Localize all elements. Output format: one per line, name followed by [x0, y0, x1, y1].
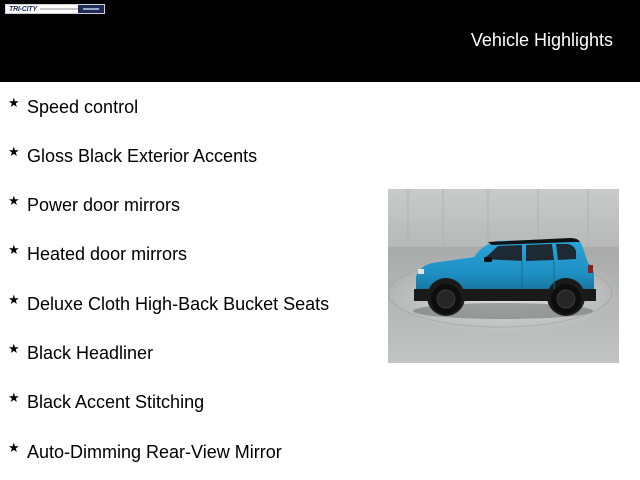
star-icon: ★ — [8, 390, 20, 406]
list-item — [8, 291, 329, 317]
star-icon: ★ — [8, 193, 20, 209]
header-bar — [0, 0, 640, 82]
dealer-logo[interactable] — [5, 4, 105, 14]
feature-label: Black Headliner — [27, 342, 154, 363]
star-icon: ★ — [8, 292, 20, 308]
list-item — [8, 241, 187, 267]
feature-label: Gloss Black Exterior Accents — [27, 145, 258, 166]
logo-phone-badge — [78, 5, 104, 13]
vehicle-photo[interactable] — [388, 189, 619, 363]
feature-label: Deluxe Cloth High-Back Bucket Seats — [27, 293, 330, 314]
star-icon: ★ — [8, 242, 20, 258]
feature-label: Auto-Dimming Rear-View Mirror — [27, 441, 282, 462]
list-item — [8, 143, 257, 169]
feature-label: Speed control — [27, 96, 139, 117]
feature-label: Power door mirrors — [27, 194, 181, 215]
list-item — [8, 389, 204, 415]
star-icon: ★ — [8, 144, 20, 160]
logo-name: TRI-CITY — [9, 5, 37, 13]
logo-tagline — [40, 8, 78, 10]
star-icon: ★ — [8, 440, 20, 456]
feature-label: Black Accent Stitching — [27, 391, 205, 412]
list-item — [8, 192, 180, 218]
list-item — [8, 439, 282, 465]
list-item — [8, 94, 138, 120]
star-icon: ★ — [8, 95, 20, 111]
star-icon: ★ — [8, 341, 20, 357]
feature-label: Heated door mirrors — [27, 243, 188, 264]
page-title: Vehicle Highlights — [470, 30, 613, 50]
list-item — [8, 340, 153, 366]
